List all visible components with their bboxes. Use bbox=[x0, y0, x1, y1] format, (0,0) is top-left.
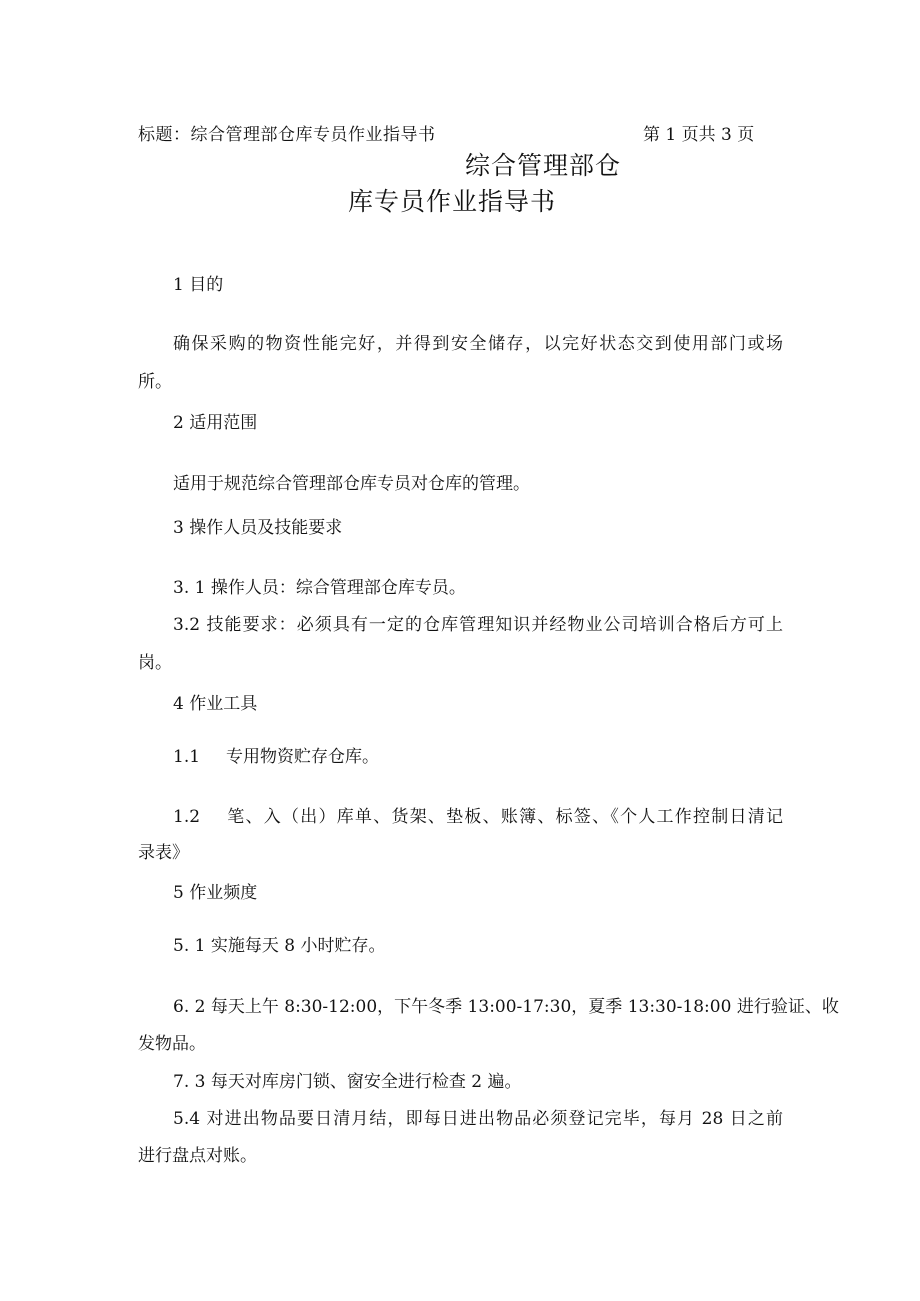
section-3-item-2-line-2: 岗。 bbox=[138, 653, 172, 673]
header-title-label: 标题：综合管理部仓库专员作业指导书 bbox=[138, 125, 436, 145]
section-4-item-2-number: 1.2 bbox=[173, 807, 201, 827]
section-5-heading: 5 作业频度 bbox=[173, 883, 258, 903]
section-2-heading: 2 适用范围 bbox=[173, 413, 258, 433]
section-1-text-line-2: 所。 bbox=[138, 372, 172, 392]
section-5-item-4-line-1: 5.4 对进出物品要日清月结，即每日进出物品必须登记完毕，每月 28 日之前 bbox=[173, 1109, 783, 1129]
section-5-item-4-line-2: 进行盘点对账。 bbox=[138, 1146, 257, 1166]
section-3-heading: 3 操作人员及技能要求 bbox=[173, 518, 343, 538]
section-1-heading: 1 目的 bbox=[173, 275, 224, 295]
section-5-item-2-line-2: 发物品。 bbox=[138, 1034, 206, 1054]
section-4-item-1-number: 1.1 bbox=[173, 747, 201, 767]
section-4-heading: 4 作业工具 bbox=[173, 694, 258, 714]
section-1-text-line-1: 确保采购的物资性能完好，并得到安全储存，以完好状态交到使用部门或场 bbox=[173, 334, 783, 354]
section-2-text: 适用于规范综合管理部仓库专员对仓库的管理。 bbox=[173, 474, 530, 494]
section-4-item-1 bbox=[173, 742, 379, 767]
document-title-line-1: 综合管理部仓 bbox=[465, 151, 622, 180]
section-5-item-1: 5. 1 实施每天 8 小时贮存。 bbox=[173, 936, 386, 956]
section-3-item-2-line-1: 3.2 技能要求：必须具有一定的仓库管理知识并经物业公司培训合格后方可上 bbox=[173, 615, 783, 635]
section-3-item-1: 3. 1 操作人员：综合管理部仓库专员。 bbox=[173, 578, 466, 598]
document-title-line-2: 库专员作业指导书 bbox=[348, 187, 557, 216]
section-4-item-1-text: 专用物资贮存仓库。 bbox=[226, 747, 380, 767]
section-4-item-2-line-2: 录表》 bbox=[138, 843, 189, 863]
header-page-info: 第 1 页共 3 页 bbox=[643, 125, 755, 145]
section-4-item-2-line-1 bbox=[173, 802, 783, 827]
section-5-item-3: 7. 3 每天对库房门锁、窗安全进行检查 2 遍。 bbox=[173, 1072, 522, 1092]
section-4-item-2-text: 笔、入（出）库单、货架、垫板、账簿、标签、《个人工作控制日清记 bbox=[226, 807, 783, 827]
section-5-item-2-line-1: 6. 2 每天上午 8:30-12:00，下午冬季 13:00-17:30，夏季 13:30-18:00 进行验证、收 bbox=[173, 997, 839, 1017]
